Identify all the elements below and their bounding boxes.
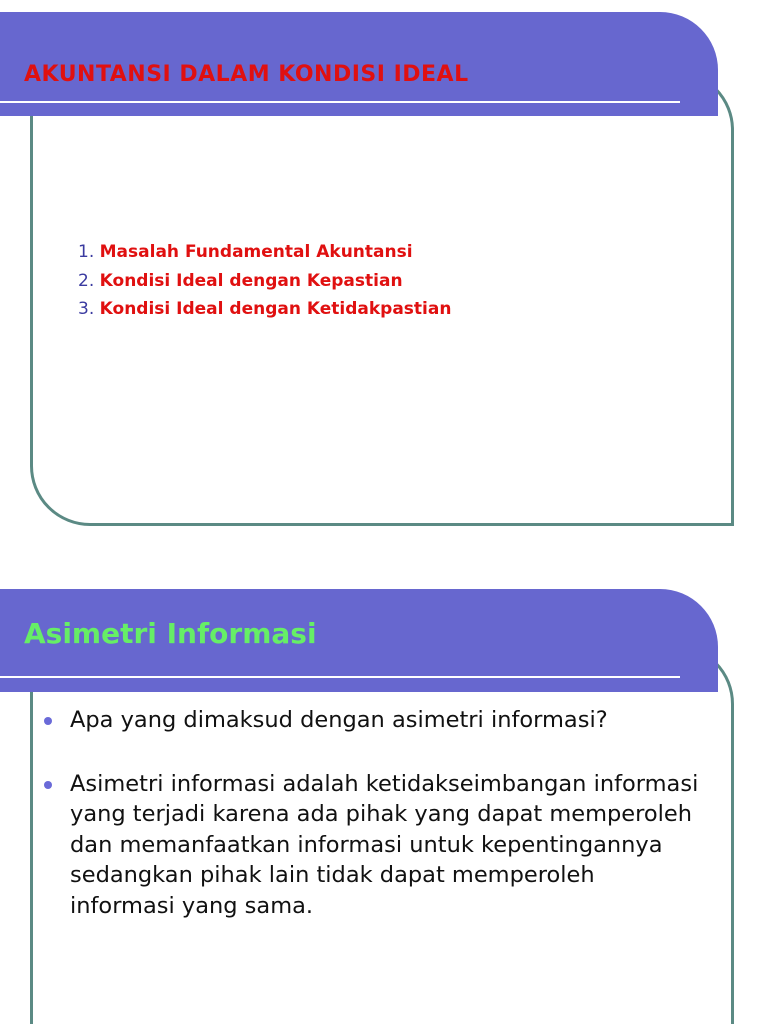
topic-text: Kondisi Ideal dengan Kepastian bbox=[99, 270, 403, 291]
bullet-dot-icon bbox=[44, 717, 52, 725]
topic-number: 3. bbox=[78, 299, 95, 319]
slide-2-header-rule bbox=[0, 676, 680, 678]
topic-text: Kondisi Ideal dengan Ketidakpastian bbox=[99, 299, 452, 319]
slide-1-title: AKUNTANSI DALAM KONDISI IDEAL bbox=[24, 62, 469, 87]
bullet-dot-icon bbox=[44, 781, 52, 789]
slide-1-header-rule bbox=[0, 101, 680, 103]
slide-2-title: Asimetri Informasi bbox=[24, 617, 317, 650]
bullet-list bbox=[44, 705, 704, 954]
topic-text: Masalah Fundamental Akuntansi bbox=[99, 242, 413, 262]
bullet-item bbox=[44, 769, 704, 922]
topic-number: 1. bbox=[78, 242, 95, 262]
topic-item bbox=[78, 238, 451, 267]
topic-item bbox=[78, 295, 451, 324]
topic-list bbox=[78, 238, 451, 324]
bullet-text: Asimetri informasi adalah ketidakseimbangan informasi yang terjadi karena ada pihak yang dapat memperoleh dan memanfaatkan informasi untuk kepentingannya sedangkan pihak lain tidak dapat memperoleh informasi yang sama. bbox=[70, 770, 699, 919]
bullet-item bbox=[44, 705, 704, 736]
bullet-text: Apa yang dimaksud dengan asimetri informasi? bbox=[70, 707, 608, 733]
topic-number: 2. bbox=[78, 270, 95, 291]
topic-item bbox=[78, 267, 451, 296]
